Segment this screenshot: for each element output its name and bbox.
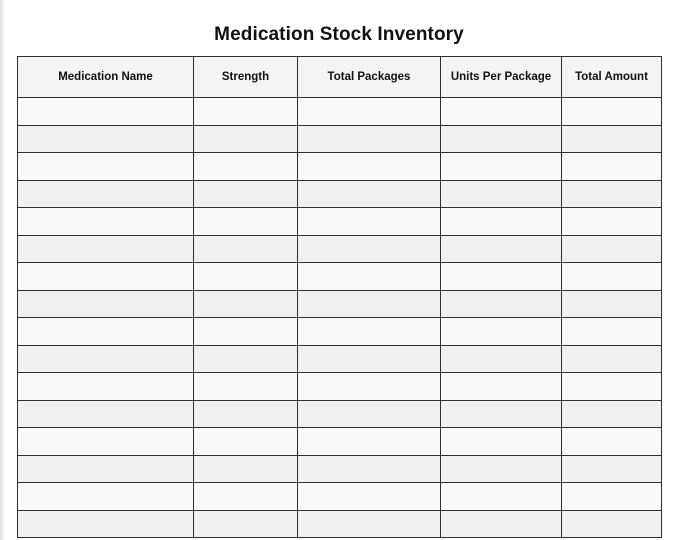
strength-cell[interactable] xyxy=(194,455,298,483)
table-row xyxy=(18,153,662,181)
table-row xyxy=(18,290,662,318)
total-amount-cell[interactable] xyxy=(562,345,662,373)
header-medication-name: Medication Name xyxy=(18,57,194,98)
strength-cell[interactable] xyxy=(194,235,298,263)
strength-cell[interactable] xyxy=(194,428,298,456)
table-row xyxy=(18,208,662,236)
units-per-package-cell[interactable] xyxy=(441,153,562,181)
medication-name-cell[interactable] xyxy=(18,180,194,208)
total-packages-cell[interactable] xyxy=(298,483,441,511)
units-per-package-cell[interactable] xyxy=(441,345,562,373)
total-amount-cell[interactable] xyxy=(562,483,662,511)
header-row xyxy=(18,57,662,98)
medication-name-cell[interactable] xyxy=(18,373,194,401)
table-row xyxy=(18,98,662,126)
table-row xyxy=(18,483,662,511)
page-left-edge xyxy=(0,0,6,540)
units-per-package-cell[interactable] xyxy=(441,510,562,538)
table-row xyxy=(18,318,662,346)
table-row xyxy=(18,235,662,263)
units-per-package-cell[interactable] xyxy=(441,208,562,236)
total-amount-cell[interactable] xyxy=(562,263,662,291)
strength-cell[interactable] xyxy=(194,98,298,126)
total-amount-cell[interactable] xyxy=(562,510,662,538)
total-packages-cell[interactable] xyxy=(298,235,441,263)
total-amount-cell[interactable] xyxy=(562,98,662,126)
units-per-package-cell[interactable] xyxy=(441,180,562,208)
medication-name-cell[interactable] xyxy=(18,345,194,373)
units-per-package-cell[interactable] xyxy=(441,400,562,428)
total-packages-cell[interactable] xyxy=(298,208,441,236)
table-row xyxy=(18,455,662,483)
table-row xyxy=(18,125,662,153)
medication-name-cell[interactable] xyxy=(18,98,194,126)
units-per-package-cell[interactable] xyxy=(441,318,562,346)
table-body xyxy=(18,98,662,538)
page-title: Medication Stock Inventory xyxy=(214,24,464,45)
inventory-table xyxy=(17,56,662,538)
total-packages-cell[interactable] xyxy=(298,180,441,208)
units-per-package-cell[interactable] xyxy=(441,455,562,483)
total-amount-cell[interactable] xyxy=(562,428,662,456)
total-packages-cell[interactable] xyxy=(298,428,441,456)
units-per-package-cell[interactable] xyxy=(441,98,562,126)
strength-cell[interactable] xyxy=(194,318,298,346)
medication-name-cell[interactable] xyxy=(18,153,194,181)
strength-cell[interactable] xyxy=(194,153,298,181)
total-amount-cell[interactable] xyxy=(562,153,662,181)
medication-name-cell[interactable] xyxy=(18,510,194,538)
total-amount-cell[interactable] xyxy=(562,235,662,263)
strength-cell[interactable] xyxy=(194,125,298,153)
total-packages-cell[interactable] xyxy=(298,263,441,291)
units-per-package-cell[interactable] xyxy=(441,483,562,511)
header-strength: Strength xyxy=(194,57,298,98)
total-packages-cell[interactable] xyxy=(298,400,441,428)
total-packages-cell[interactable] xyxy=(298,318,441,346)
total-packages-cell[interactable] xyxy=(298,373,441,401)
units-per-package-cell[interactable] xyxy=(441,125,562,153)
total-amount-cell[interactable] xyxy=(562,208,662,236)
medication-name-cell[interactable] xyxy=(18,318,194,346)
units-per-package-cell[interactable] xyxy=(441,263,562,291)
total-amount-cell[interactable] xyxy=(562,373,662,401)
strength-cell[interactable] xyxy=(194,483,298,511)
medication-name-cell[interactable] xyxy=(18,208,194,236)
total-amount-cell[interactable] xyxy=(562,290,662,318)
total-amount-cell[interactable] xyxy=(562,400,662,428)
medication-name-cell[interactable] xyxy=(18,290,194,318)
header-units-per-package: Units Per Package xyxy=(441,57,562,98)
total-packages-cell[interactable] xyxy=(298,290,441,318)
strength-cell[interactable] xyxy=(194,400,298,428)
table-row xyxy=(18,373,662,401)
total-packages-cell[interactable] xyxy=(298,345,441,373)
total-packages-cell[interactable] xyxy=(298,153,441,181)
table-row xyxy=(18,510,662,538)
header-total-amount: Total Amount xyxy=(562,57,662,98)
total-amount-cell[interactable] xyxy=(562,180,662,208)
units-per-package-cell[interactable] xyxy=(441,290,562,318)
strength-cell[interactable] xyxy=(194,373,298,401)
table-row xyxy=(18,400,662,428)
strength-cell[interactable] xyxy=(194,290,298,318)
strength-cell[interactable] xyxy=(194,208,298,236)
medication-name-cell[interactable] xyxy=(18,428,194,456)
medication-name-cell[interactable] xyxy=(18,483,194,511)
medication-name-cell[interactable] xyxy=(18,235,194,263)
total-packages-cell[interactable] xyxy=(298,510,441,538)
strength-cell[interactable] xyxy=(194,180,298,208)
strength-cell[interactable] xyxy=(194,263,298,291)
table-row xyxy=(18,345,662,373)
units-per-package-cell[interactable] xyxy=(441,235,562,263)
total-amount-cell[interactable] xyxy=(562,318,662,346)
strength-cell[interactable] xyxy=(194,510,298,538)
table-row xyxy=(18,263,662,291)
table-row xyxy=(18,428,662,456)
medication-name-cell[interactable] xyxy=(18,455,194,483)
units-per-package-cell[interactable] xyxy=(441,428,562,456)
strength-cell[interactable] xyxy=(194,345,298,373)
total-packages-cell[interactable] xyxy=(298,98,441,126)
table-row xyxy=(18,180,662,208)
table-header xyxy=(18,57,662,98)
total-packages-cell[interactable] xyxy=(298,125,441,153)
medication-name-cell[interactable] xyxy=(18,125,194,153)
total-amount-cell[interactable] xyxy=(562,455,662,483)
header-total-packages: Total Packages xyxy=(298,57,441,98)
total-packages-cell[interactable] xyxy=(298,455,441,483)
total-amount-cell[interactable] xyxy=(562,125,662,153)
medication-name-cell[interactable] xyxy=(18,263,194,291)
units-per-package-cell[interactable] xyxy=(441,373,562,401)
medication-name-cell[interactable] xyxy=(18,400,194,428)
